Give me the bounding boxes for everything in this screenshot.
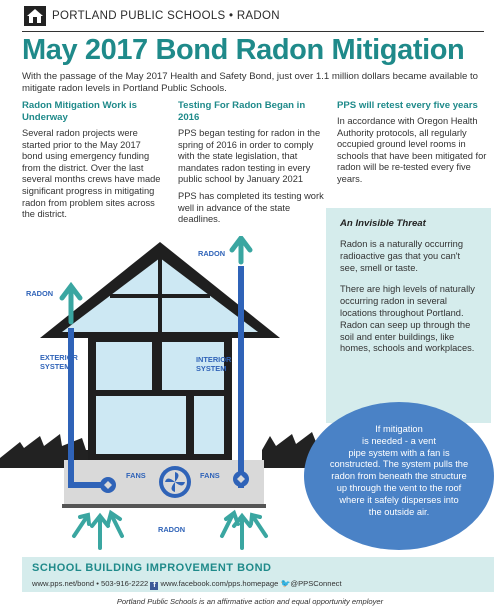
column-testing-began [178, 100, 328, 231]
label-exterior: EXTERIOR [40, 353, 78, 362]
label-radon-left: RADON [26, 289, 54, 298]
bubble-line: constructed. The system pulls the [329, 459, 469, 470]
header-section: RADON [236, 10, 280, 22]
foundation-line [62, 504, 266, 508]
bubble-line: radon from beneath the structure [331, 471, 467, 482]
facebook-link[interactable]: www.facebook.com/pps.homepage [160, 579, 279, 588]
bubble-line: where it safely disperses into [339, 494, 459, 505]
column-heading: PPS will retest every five years [337, 100, 478, 111]
column-paragraph: In accordance with Oregon Health Authority protocols, all regularly occupied ground level rooms in schools that have been mitigated for radon will be re-tested every five years. [337, 116, 487, 184]
website-link[interactable]: www.pps.net/bond [32, 579, 95, 588]
fine-print: Portland Public Schools is an affirmative action and equal opportunity employer [116, 597, 384, 606]
column-retest [337, 100, 487, 191]
sidebox-paragraph: There are high levels of naturally occurring radon in several locations throughout Portland. Radon can seep up through the soil and enter buildings, like homes, schools and workplaces. [340, 284, 475, 354]
bubble-line: the outside air. [368, 506, 430, 517]
column-paragraph: Several radon projects were started prior to the May 2017 bond using emergency funding from the district. Over the last several months crews have made significant progress in mitigating radon from problem sites across the district. [22, 128, 161, 220]
label-exterior-system: SYSTEM [40, 362, 71, 371]
label-fans-left: FANS [126, 471, 146, 480]
interior-vent-pipe [238, 266, 244, 488]
intro-paragraph: With the passage of the May 2017 Health and Safety Bond, just over 1.1 million dollars became available to mitigate radon levels in Portland Public Schools. [22, 71, 478, 94]
column-mitigation-underway [22, 100, 162, 226]
twitter-link[interactable]: @PPSConnect [290, 579, 342, 588]
label-fans-right: FANS [200, 471, 220, 480]
schoolhouse-logo-icon [24, 6, 46, 26]
invisible-threat-box [326, 208, 491, 423]
bubble-line: is needed - a vent [362, 435, 436, 446]
bubble-line: If mitigation [375, 424, 423, 434]
label-radon-top: RADON [198, 249, 226, 258]
footer-bar [22, 557, 494, 592]
footer-title: SCHOOL BUILDING IMPROVEMENT BOND [32, 562, 272, 574]
twitter-icon: 🐦 [280, 579, 291, 588]
column-heading: Radon Mitigation Work is Underway [22, 100, 137, 123]
column-paragraph: PPS began testing for radon in the spring of 2016 in order to comply with the state legislation, that mandates radon testing in every public school by January 2021 [178, 128, 321, 185]
sidebox-paragraph: Radon is a naturally occurring radioactive gas that you can't see, smell or taste. [340, 239, 463, 273]
bubble-line: up through the vent to the roof [336, 482, 462, 493]
phone-number: 503-916-2222 [100, 579, 149, 588]
header-text [52, 10, 280, 22]
header-separator: • [228, 10, 234, 22]
page-header [22, 4, 484, 30]
facebook-icon: f [150, 582, 158, 590]
label-radon-bottom: RADON [158, 525, 186, 534]
radon-house-illustration [0, 236, 320, 560]
bubble-line: pipe system with a fan is [348, 447, 450, 458]
mitigation-bubble [304, 402, 494, 550]
footer-dot: • [96, 579, 99, 588]
label-interior: INTERIOR [196, 355, 232, 364]
label-interior-system: SYSTEM [196, 364, 227, 373]
page-title: May 2017 Bond Radon Mitigation [22, 34, 465, 66]
sidebox-heading: An Invisible Threat [340, 218, 426, 229]
column-heading: Testing For Radon Began in 2016 [178, 100, 306, 123]
header-divider [22, 31, 484, 32]
header-org: PORTLAND PUBLIC SCHOOLS [52, 10, 226, 22]
column-paragraph: PPS has completed its testing work well in advance of the state deadlines. [178, 190, 324, 225]
footer-contacts [32, 579, 342, 590]
